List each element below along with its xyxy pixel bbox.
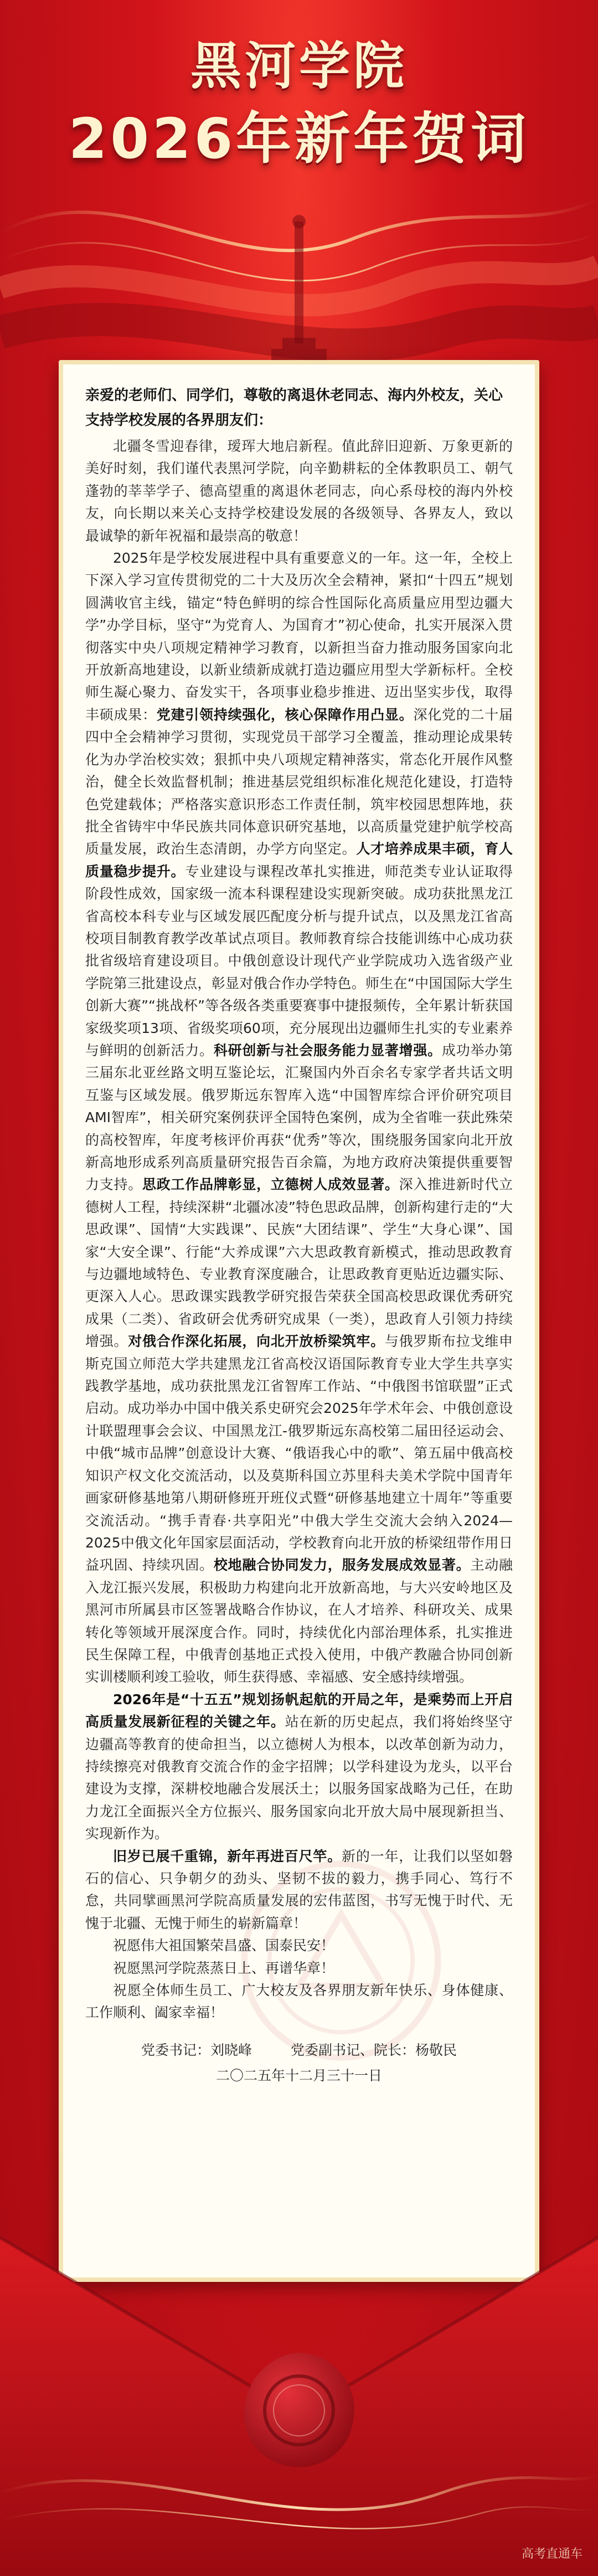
paragraph-text: 深化党的二十届四中全会精神学习贯彻，实现党员干部学习全覆盖，推动理论成果转化为办学治校实效；狠抓中央八项规定精神落实，常态化开展作风整治，健全长效监督机制；推进基层党组织标准化规范化建设，打造特色党建载体；严格落实意识形态工作责任制，筑牢校园思想阵地，获批全省铸牢中华民族共同体意识研究基地，以高质量党建护航学校高质量发展，政治生态清朗，办学方向坚定。 (85, 706, 513, 857)
paragraph-highlight: 人才培养成果丰硕，育人质量稳步提升。 (85, 841, 513, 880)
source-credit: 高考直通车 (521, 2547, 582, 2561)
letter-body (85, 383, 513, 2087)
paragraph-text: 祝愿黑河学院蒸蒸日上、再谱华章！ (113, 1960, 335, 1976)
signature-row (85, 2039, 513, 2062)
letter-paragraph (85, 1935, 513, 1957)
paragraph-text: 站在新的历史起点，我们将始终坚守边疆高等教育的使命担当，以立德树人为根本，以改革创新为动力，持续擦亮对俄教育交流合作的金字招牌；以学科建设为龙头，以平台建设为支撑，深耕校地融合发展沃土；以服务国家战略为己任，在助力龙江全面振兴全方位振兴、服务国家向北开放大局中展现新担当、实现新作为。 (85, 1714, 513, 1842)
letter-paper (59, 360, 539, 2282)
poster-title-greeting: 2026年新年贺词 (68, 106, 530, 171)
letter-paragraph (85, 1845, 513, 1935)
wax-seal-icon (238, 2348, 360, 2470)
paragraph-text: 专业建设与课程改革扎实推进，师范类专业认证取得阶段性成效，国家级一流本科课程建设实现新突破。成功获批黑龙江省高校本科专业与区域发展匹配度分析与提升试点，以及黑龙江省高校项目制教育教学改革试点项目。教师教育综合技能训练中心成功获批省级培育建设项目。中俄创意设计现代产业学院成功入选省级产业学院第三批建设点，彰显对俄合作办学特色。师生在“中国国际大学生创新大赛”“挑战杯”等各级各类重要赛事中捷报频传，全年累计斩获国家级奖项13项、省级奖项60项，充分展现出边疆师生扎实的专业素养与鲜明的创新活力。 (85, 863, 513, 1058)
signature-president: 党委副书记、院长：杨敬民 (291, 2042, 457, 2058)
paragraph-highlight: 2026年是“十五五”规划扬帆起航的开局之年，是乘势而上开启高质量发展新征程的关键之年。 (85, 1691, 513, 1730)
paragraph-highlight: 校地融合协同发力，服务发展成效显著。 (213, 1557, 471, 1574)
paragraph-text: 主动融入龙江振兴发展，积极助力构建向北开放新高地，与大兴安岭地区及黑河市所属县市区签署战略合作协议，在人才培养、科研攻关、成果转化等领域开展深度合作。同时，持续优化内部治理体系，扎实推进民生保障工程，中俄青创基地正式投入使用，中俄产教融合协同创新实训楼顺利竣工验收，师生获得感、幸福感、安全感持续增强。 (85, 1557, 513, 1685)
paragraph-highlight: 对俄合作深化拓展，向北开放桥梁筑牢。 (128, 1333, 385, 1350)
paragraph-highlight: 科研创新与社会服务能力显著增强。 (213, 1042, 442, 1058)
letter-paragraph (85, 1979, 513, 2024)
paragraph-text: 祝愿全体师生员工、广大校友及各界朋友新年快乐、身体健康、工作顺利、阖家幸福！ (85, 1982, 513, 2021)
letter-date: 二〇二五年十二月三十一日 (215, 2067, 382, 2084)
paragraph-text: 深入推进新时代立德树人工程，持续深耕“北疆冰凌”特色思政品牌，创新构建行走的“大思政课”、国情“大实践课”、民族“大团结课”、学生“大身心课”、国家“大安全课”、行能“大养成课”六大思政教育新模式，推动思政教育与边疆地域特色、专业教育深度融合，让思政教育更贴近边疆实际、更深入人心。思政课实践教学研究报告荣获全国高校思政课优秀研究成果（二类）、省政研会优秀研究成果（一类），思政育人引领力持续增强。 (85, 1176, 513, 1350)
paragraph-text: 2025年是学校发展进程中具有重要意义的一年。这一年，全校上下深入学习宣传贯彻党的二十大及历次全会精神，紧扣“十四五”规划圆满收官主线，锚定“特色鲜明的综合性国际化高质量应用型边疆大学”办学目标，坚守“为党育人、为国育才”初心使命，扎实开展深入贯彻落实中央八项规定精神学习教育，以新担当奋力推动服务国家向北开放新高地建设，以新业绩新成就打造边疆应用型大学新标杆。全校师生凝心聚力、奋发实干，各项事业稳步推进、迈出坚实步伐，取得丰硕成果： (85, 550, 513, 723)
paragraph-text: 北疆冬雪迎春律，瑷珲大地启新程。值此辞旧迎新、万象更新的美好时刻，我们谨代表黑河学院，向辛勤耕耘的全体教职员工、朝气蓬勃的莘莘学子、德高望重的离退休老同志，向心系母校的海内外校友，向长期以来关心支持学校建设发展的各级领导、各界友人，致以最诚挚的新年祝福和最崇高的敬意！ (85, 438, 513, 544)
poster-title-school: 黑河学院 (190, 37, 408, 96)
signature-party-secretary: 党委书记：刘晓峰 (141, 2042, 252, 2058)
letter-paragraph (85, 435, 513, 547)
letter-paragraph (85, 1957, 513, 1979)
paragraph-text: 新的一年，让我们以坚如磐石的信心、只争朝夕的劲头、坚韧不拔的毅力，携手同心、笃行不怠，共同擘画黑河学院高质量发展的宏伟蓝图，书写无愧于时代、无愧于北疆、无愧于师生的崭新篇章！ (85, 1848, 513, 1931)
paragraph-highlight: 思政工作品牌彰显，立德树人成效显著。 (142, 1176, 399, 1193)
letter-paragraphs (85, 435, 513, 2024)
paragraph-text: 与俄罗斯布拉戈维申斯克国立师范大学共建黑龙江省高校汉语国际教育专业大学生共享实践教学基地，成功获批黑龙江省智库工作站、“中俄图书馆联盟”正式启动。成功举办中国中俄关系史研究会2025年学术年会、中俄创意设计联盟理事会会议、中国黑龙江-俄罗斯远东高校第二届田径运动会、中俄“城市品牌”创意设计大赛、“俄语我心中的歌”、第五届中俄高校知识产权文化交流活动，以及莫斯科国立苏里科夫美术学院中国青年画家研修基地第八期研修班开班仪式暨“研修基地建立十周年”等重要交流活动。“携手青春·共享阳光”中俄大学生交流大会纳入2024—2025中俄文化年国家层面活动，学校教育向北开放的桥梁纽带作用日益巩固、持续巩固。 (85, 1333, 513, 1574)
campus-sculpture-icon (260, 210, 338, 377)
poster-header (0, 33, 598, 175)
paragraph-text: 祝愿伟大祖国繁荣昌盛、国泰民安！ (113, 1937, 335, 1954)
paragraph-text: 成功举办第三届东北亚丝路文明互鉴论坛，汇聚国内外百余名专家学者共话文明互鉴与区域发展。俄罗斯远东智库入选“中国智库综合评价研究项目AMI智库”，相关研究案例获评全国特色案例，成为全省唯一获此殊荣的高校智库，年度考核评价再获“优秀”等次，围绕服务国家向北开放新高地形成系列高质量研究报告百余篇，为地方政府决策提供重要智力支持。 (85, 1042, 513, 1193)
letter-paragraph (85, 547, 513, 1689)
letter-greeting: 亲爱的老师们、同学们，尊敬的离退休老同志、海内外校友，关心支持学校发展的各界朋友们： (85, 387, 503, 429)
paragraph-highlight: 党建引领持续强化，核心保障作用凸显。 (156, 706, 414, 723)
letter-paragraph (85, 1689, 513, 1845)
paragraph-highlight: 旧岁已展千重锦，新年再进百尺竿。 (113, 1848, 342, 1864)
